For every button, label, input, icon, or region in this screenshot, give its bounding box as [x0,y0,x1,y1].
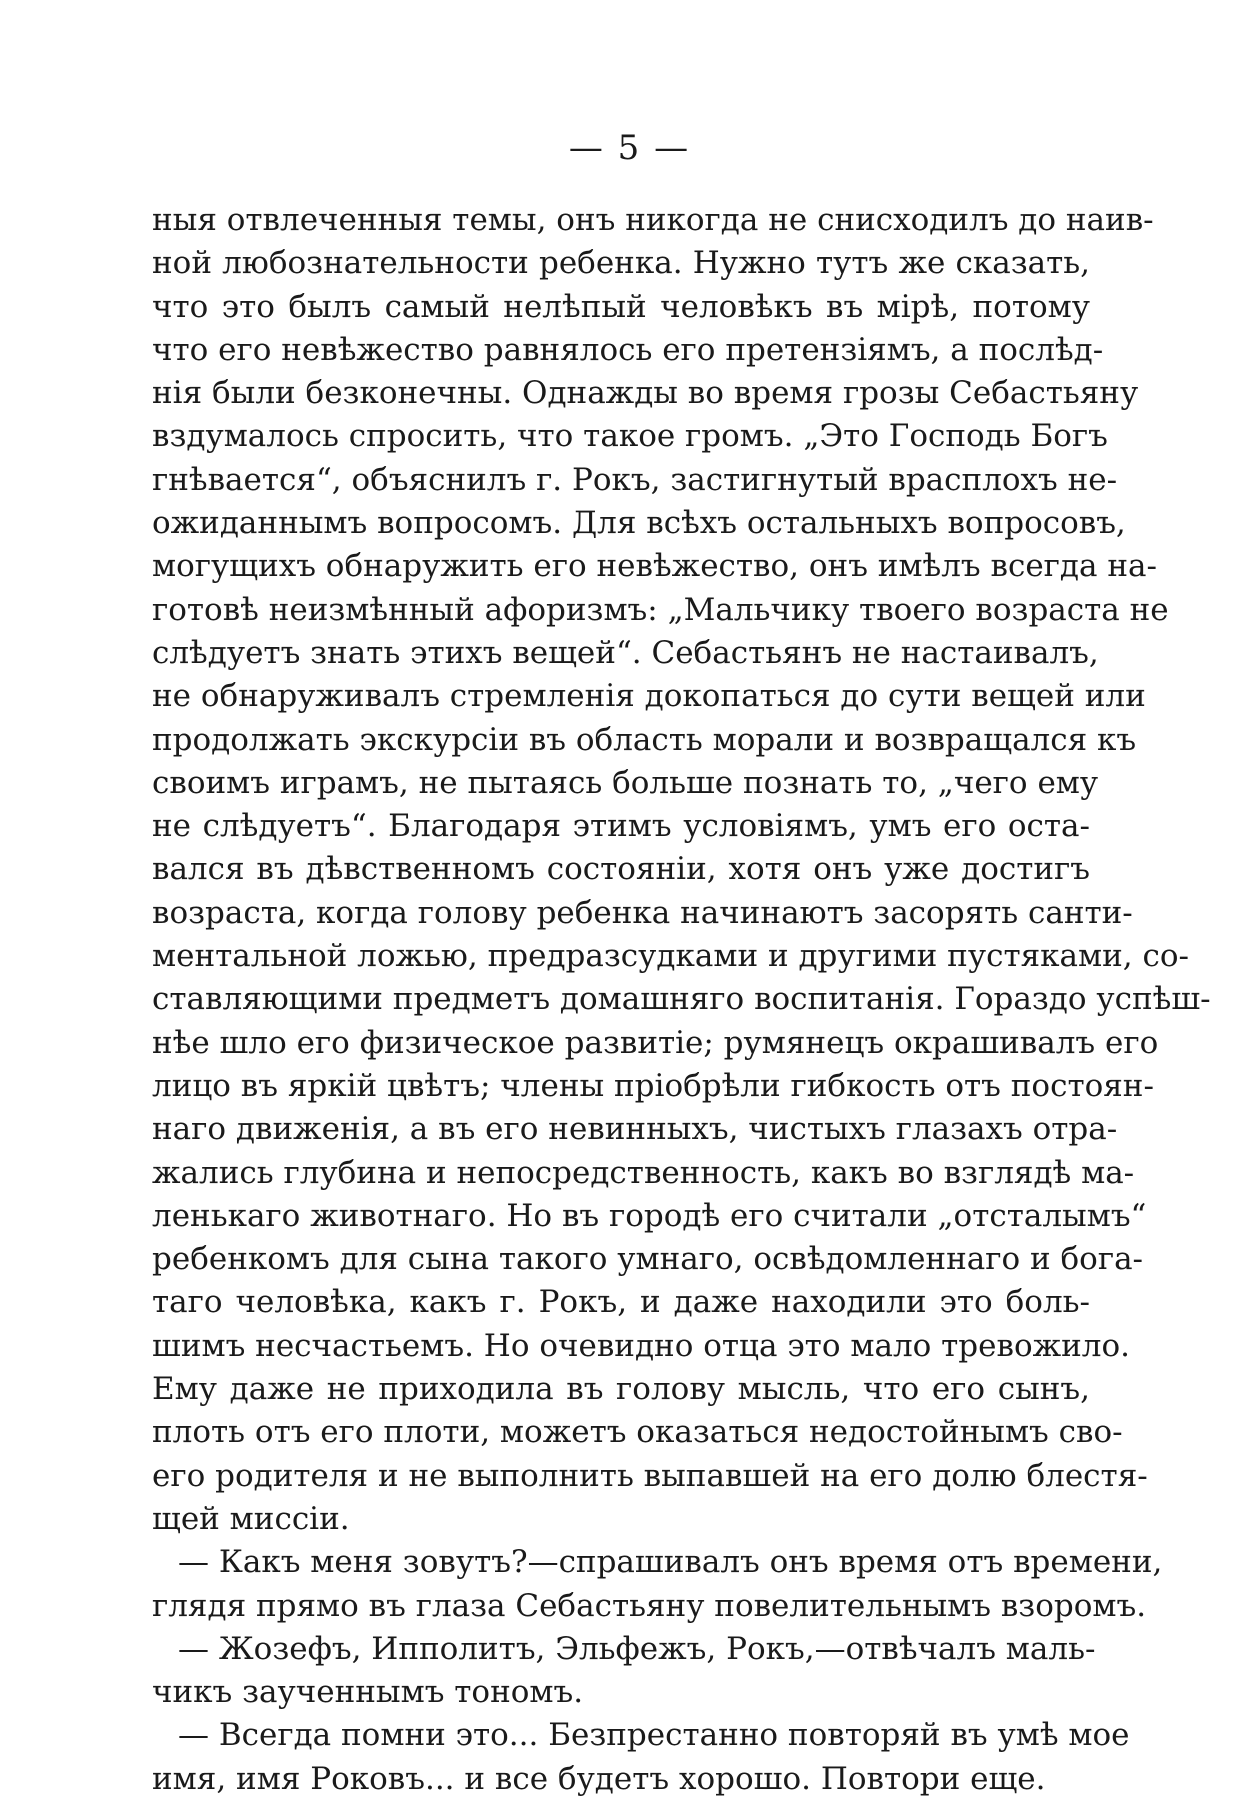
text-line: продолжать экскурсіи въ область морали и возвращался къ [152,721,1137,758]
text-line: чикъ заученнымъ тономъ. [152,1674,584,1711]
text-line: вался въ дѣвственномъ состояніи, хотя онъ уже достигъ [152,851,1090,888]
text-line: ожиданнымъ вопросомъ. Для всѣхъ остальныхъ вопросовъ, [152,505,1126,542]
text-line: шимъ несчастьемъ. Но очевидно отца это мало тревожило. [152,1327,1130,1364]
body-text [152,199,1211,1801]
text-line: его родителя и не выполнить выпавшей на его долю блестя- [152,1457,1148,1494]
text-line: — Какъ меня зовутъ?—спрашивалъ онъ время отъ времени, [178,1544,1163,1581]
text-line: ставляющими предметъ домашняго воспитанія. Гораздо успѣш- [152,981,1211,1018]
text-line: плоть отъ его плоти, можетъ оказаться недостойнымъ сво- [152,1414,1123,1451]
text-line: ментальной ложью, предразсудками и другими пустяками, со- [152,938,1189,975]
text-line: не обнаруживалъ стремленія докопаться до сути вещей или [152,678,1146,715]
text-line: — Всегда помни это... Безпрестанно повторяй въ умѣ мое [178,1717,1130,1754]
text-line: слѣдуетъ знать этихъ вещей“. Себастьянъ не настаивалъ, [152,634,1099,671]
text-line: не слѣдуетъ“. Благодаря этимъ условіямъ, умъ его оста- [152,808,1090,845]
text-line: Ему даже не приходила въ голову мысль, что его сынъ, [152,1371,1090,1408]
text-line: что это былъ самый нелѣпый человѣкъ въ мірѣ, потому [152,288,1090,325]
page-number: — 5 — [568,128,691,168]
text-line: таго человѣка, какъ г. Рокъ, и даже находили это боль- [152,1284,1090,1321]
text-line: нія были безконечны. Однажды во время грозы Себастьяну [152,375,1139,412]
text-line: жались глубина и непосредственность, какъ во взглядѣ ма- [152,1154,1135,1191]
text-line: ныя отвлеченныя темы, онъ никогда не снисходилъ до наив- [152,202,1154,238]
text-line: нѣе шло его физическое развитіе; румянецъ окрашивалъ его [152,1024,1159,1061]
text-line: щей миссіи. [152,1500,350,1537]
text-line: имя, имя Роковъ... и все будетъ хорошо. Повтори еще. [152,1760,1046,1797]
text-line: глядя прямо въ глаза Себастьяну повелительнымъ взоромъ. [152,1587,1147,1624]
text-line: наго движенія, а въ его невинныхъ, чистыхъ глазахъ отра- [152,1111,1118,1148]
text-line: что его невѣжество равнялось его претензіямъ, а послѣд- [152,331,1104,368]
text-line: ленькаго животнаго. Но въ городѣ его считали „отсталымъ“ [152,1197,1147,1234]
text-line: ребенкомъ для сына такого умнаго, освѣдомленнаго и бога- [152,1241,1144,1278]
text-line: лицо въ яркій цвѣтъ; члены пріобрѣли гибкость отъ постоян- [152,1067,1154,1104]
text-line: ной любознательности ребенка. Нужно тутъ же сказать, [152,245,1090,282]
text-line: возраста, когда голову ребенка начинаютъ засорять санти- [152,894,1133,931]
text-line: вздумалось спросить, что такое громъ. „Это Господь Богъ [152,418,1108,455]
text-line: гнѣвается“, объяснилъ г. Рокъ, застигнутый врасплохъ не- [152,461,1118,498]
text-line: своимъ играмъ, не пытаясь больше познать то, „чего ему [152,764,1099,801]
text-line: готовѣ неизмѣнный афоризмъ: „Мальчику твоего возраста не [152,591,1169,628]
text-line: — Жозефъ, Ипполитъ, Эльфежъ, Рокъ,—отвѣчалъ маль- [178,1630,1096,1667]
text-line: могущихъ обнаружить его невѣжество, онъ имѣлъ всегда на- [152,548,1157,585]
